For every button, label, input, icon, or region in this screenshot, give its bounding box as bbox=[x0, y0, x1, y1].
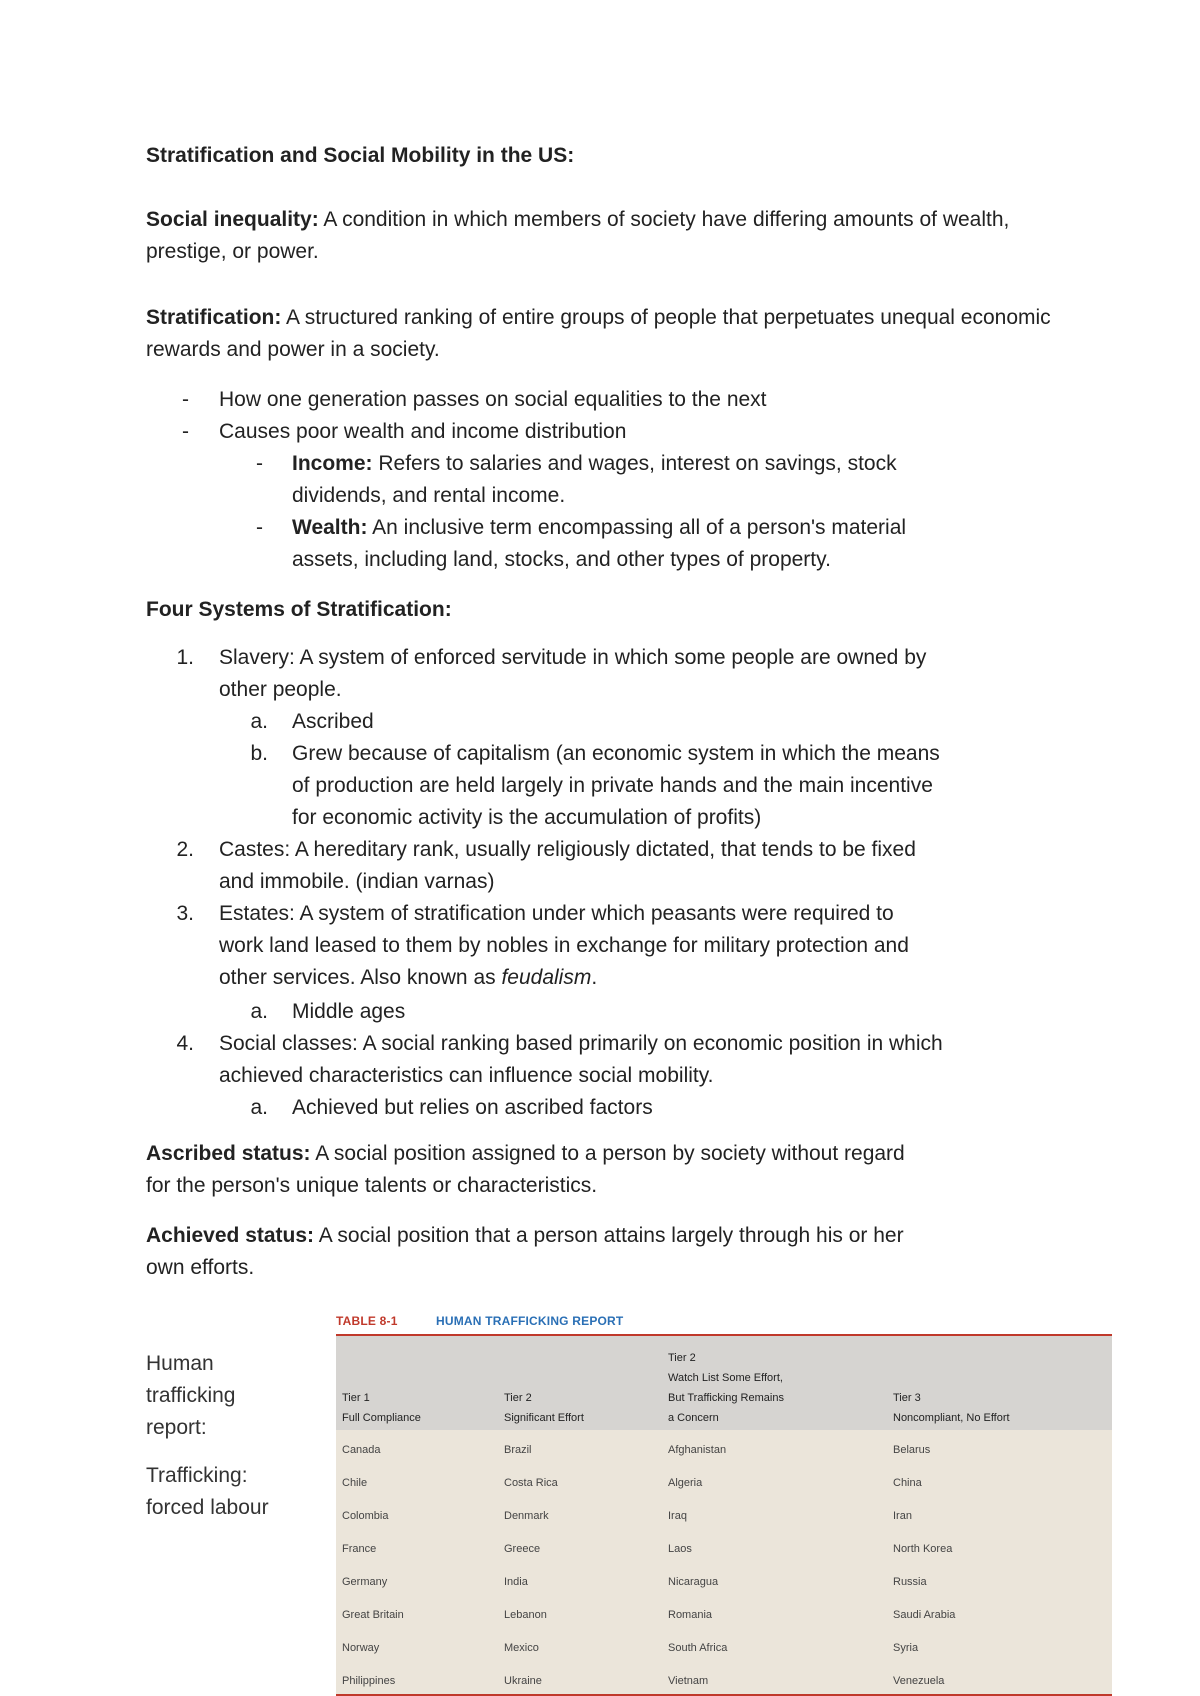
header-tier: Tier 3 bbox=[893, 1392, 921, 1404]
header-desc-b: But Trafficking Remains bbox=[668, 1392, 784, 1404]
castes-line-1: Castes: A hereditary rank, usually religiously dictated, that tends to be fixed bbox=[219, 838, 916, 861]
trafficking-table bbox=[336, 1310, 1112, 1694]
table-cell: Nicaragua bbox=[668, 1576, 719, 1588]
table-cell: Ukraine bbox=[504, 1675, 542, 1687]
ascribed-line-1 bbox=[146, 1138, 905, 1170]
achieved-term: Achieved status: bbox=[146, 1224, 315, 1247]
ascribed-status-paragraph bbox=[146, 1138, 1066, 1202]
table-cell: Germany bbox=[342, 1576, 388, 1588]
dash-bullet: - bbox=[256, 516, 263, 539]
table-cell: China bbox=[893, 1477, 922, 1489]
castes-item bbox=[146, 834, 1066, 898]
column-header-tier2-watch bbox=[668, 1348, 784, 1428]
social-inequality-paragraph bbox=[146, 204, 1066, 268]
achieved-line-2: own efforts. bbox=[146, 1256, 255, 1279]
table-cell: Romania bbox=[668, 1609, 713, 1621]
table-cell: Philippines bbox=[342, 1675, 396, 1687]
list-number: 3. bbox=[176, 902, 194, 925]
table-cell: Great Britain bbox=[342, 1609, 404, 1621]
label-line: Human bbox=[146, 1352, 214, 1375]
dash-bullet: - bbox=[256, 452, 263, 475]
header-desc-a: Watch List Some Effort, bbox=[668, 1372, 783, 1384]
estates-line-1: Estates: A system of stratification under which peasants were required to bbox=[219, 902, 894, 925]
castes-line-2: and immobile. (indian varnas) bbox=[219, 870, 495, 893]
table-cell: Colombia bbox=[342, 1510, 389, 1522]
header-tier: Tier 1 bbox=[342, 1392, 370, 1404]
trafficking-label bbox=[146, 1460, 269, 1524]
slavery-sub-b-line-1: Grew because of capitalism (an economic system in which the means bbox=[292, 742, 940, 765]
page-title: Stratification and Social Mobility in the US: bbox=[146, 144, 575, 167]
table-cell: Canada bbox=[342, 1444, 381, 1456]
wealth-line-2: assets, including land, stocks, and other types of property. bbox=[292, 548, 831, 571]
column-header-tier3 bbox=[893, 1388, 1010, 1428]
human-trafficking-report-label bbox=[146, 1348, 236, 1444]
table-cell: Afghanistan bbox=[668, 1444, 727, 1456]
slavery-line-1: Slavery: A system of enforced servitude in which some people are owned by bbox=[219, 646, 927, 669]
list-letter: b. bbox=[250, 742, 268, 765]
header-tier: Tier 2 bbox=[668, 1352, 696, 1364]
table-body bbox=[336, 1334, 1112, 1696]
income-term: Income: bbox=[292, 452, 373, 475]
table-cell: Saudi Arabia bbox=[893, 1609, 956, 1621]
achieved-definition: A social position that a person attains largely through his or her bbox=[314, 1224, 904, 1247]
dash-bullet: - bbox=[182, 388, 189, 411]
table-cell: Chile bbox=[342, 1477, 368, 1489]
label-line: forced labour bbox=[146, 1496, 269, 1519]
social-inequality-definition: A condition in which members of society have differing amounts of wealth, prestige, or power. bbox=[146, 208, 1010, 263]
table-cell: Venezuela bbox=[893, 1675, 945, 1687]
list-number: 1. bbox=[176, 646, 194, 669]
table-cell: Iran bbox=[893, 1510, 912, 1522]
table-cell: Iraq bbox=[668, 1510, 687, 1522]
slavery-item bbox=[146, 642, 1066, 706]
table-cell: Brazil bbox=[504, 1444, 532, 1456]
income-item bbox=[256, 448, 1066, 512]
table-cell: Lebanon bbox=[504, 1609, 547, 1621]
list-item-text: Causes poor wealth and income distribution bbox=[219, 420, 627, 443]
achieved-status-paragraph bbox=[146, 1220, 1066, 1284]
slavery-line-2: other people. bbox=[219, 678, 342, 701]
header-desc: Noncompliant, No Effort bbox=[893, 1412, 1010, 1424]
dash-bullet: - bbox=[182, 420, 189, 443]
column-header-tier1 bbox=[342, 1388, 421, 1428]
label-line: Trafficking: bbox=[146, 1464, 248, 1487]
estates-item bbox=[146, 898, 1066, 994]
header-desc: Full Compliance bbox=[342, 1412, 421, 1424]
table-cell: France bbox=[342, 1543, 377, 1555]
estates-line-2: work land leased to them by nobles in exchange for military protection and bbox=[219, 934, 909, 957]
table-cell: Belarus bbox=[893, 1444, 931, 1456]
stratification-term: Stratification: bbox=[146, 306, 282, 329]
header-desc-c: a Concern bbox=[668, 1412, 719, 1424]
social-classes-line-2: achieved characteristics can influence social mobility. bbox=[219, 1064, 714, 1087]
table-cell: Laos bbox=[668, 1543, 692, 1555]
slavery-sub-a-text: Ascribed bbox=[292, 710, 374, 733]
list-letter: a. bbox=[250, 1096, 268, 1119]
table-title: HUMAN TRAFFICKING REPORT bbox=[436, 1314, 624, 1328]
table-cell: Mexico bbox=[504, 1642, 539, 1654]
slavery-sub-b-line-3: for economic activity is the accumulation of profits) bbox=[292, 806, 762, 829]
income-line-2: dividends, and rental income. bbox=[292, 484, 566, 507]
ascribed-line-2: for the person's unique talents or characteristics. bbox=[146, 1174, 598, 1197]
wealth-item bbox=[256, 512, 1066, 576]
stratification-paragraph bbox=[146, 302, 1066, 366]
estates-sub-a-text: Middle ages bbox=[292, 1000, 406, 1023]
label-line: trafficking bbox=[146, 1384, 236, 1407]
table-cell: South Africa bbox=[668, 1642, 728, 1654]
list-letter: a. bbox=[250, 710, 268, 733]
social-classes-item bbox=[146, 1028, 1066, 1092]
table-number: TABLE 8-1 bbox=[336, 1314, 398, 1328]
income-definition: Refers to salaries and wages, interest on savings, stock bbox=[372, 452, 897, 475]
header-desc: Significant Effort bbox=[504, 1412, 584, 1424]
label-line: report: bbox=[146, 1416, 207, 1439]
table-cell: Syria bbox=[893, 1642, 919, 1654]
list-letter: a. bbox=[250, 1000, 268, 1023]
table-cell: Vietnam bbox=[668, 1675, 709, 1687]
slavery-sub-b-line-2: of production are held largely in private hands and the main incentive bbox=[292, 774, 933, 797]
four-systems-heading: Four Systems of Stratification: bbox=[146, 598, 452, 621]
list-item-text: How one generation passes on social equalities to the next bbox=[219, 388, 767, 411]
list-number: 2. bbox=[176, 838, 194, 861]
feudalism-term: feudalism bbox=[501, 966, 592, 989]
estates-line-3-end: . bbox=[591, 966, 598, 989]
income-line-1 bbox=[292, 448, 897, 480]
table-cell: Denmark bbox=[504, 1510, 549, 1522]
table-cell: Greece bbox=[504, 1543, 541, 1555]
table-header bbox=[336, 1336, 1112, 1430]
estates-line-3 bbox=[219, 962, 597, 994]
social-inequality-term: Social inequality: bbox=[146, 208, 319, 231]
ascribed-term: Ascribed status: bbox=[146, 1142, 311, 1165]
table-cell: Russia bbox=[893, 1576, 927, 1588]
social-classes-sub-a-text: Achieved but relies on ascribed factors bbox=[292, 1096, 653, 1119]
column-header-tier2 bbox=[504, 1388, 584, 1428]
table-cell: Norway bbox=[342, 1642, 380, 1654]
wealth-term: Wealth: bbox=[292, 516, 368, 539]
ascribed-definition: A social position assigned to a person by society without regard bbox=[310, 1142, 905, 1165]
table-cell: Costa Rica bbox=[504, 1477, 558, 1489]
slavery-sub-b bbox=[146, 738, 1066, 834]
list-number: 4. bbox=[176, 1032, 194, 1055]
table-cell: North Korea bbox=[893, 1543, 953, 1555]
wealth-definition: An inclusive term encompassing all of a person's material bbox=[367, 516, 907, 539]
table-cell: India bbox=[504, 1576, 528, 1588]
header-tier: Tier 2 bbox=[504, 1392, 532, 1404]
stratification-definition: A structured ranking of entire groups of people that perpetuates unequal economic rewards and power in a society. bbox=[146, 306, 1051, 361]
wealth-line-1 bbox=[292, 512, 906, 544]
achieved-line-1 bbox=[146, 1220, 904, 1252]
table-cell: Algeria bbox=[668, 1477, 703, 1489]
estates-line-3-text: other services. Also known as bbox=[219, 966, 502, 989]
social-classes-line-1: Social classes: A social ranking based primarily on economic position in which bbox=[219, 1032, 943, 1055]
